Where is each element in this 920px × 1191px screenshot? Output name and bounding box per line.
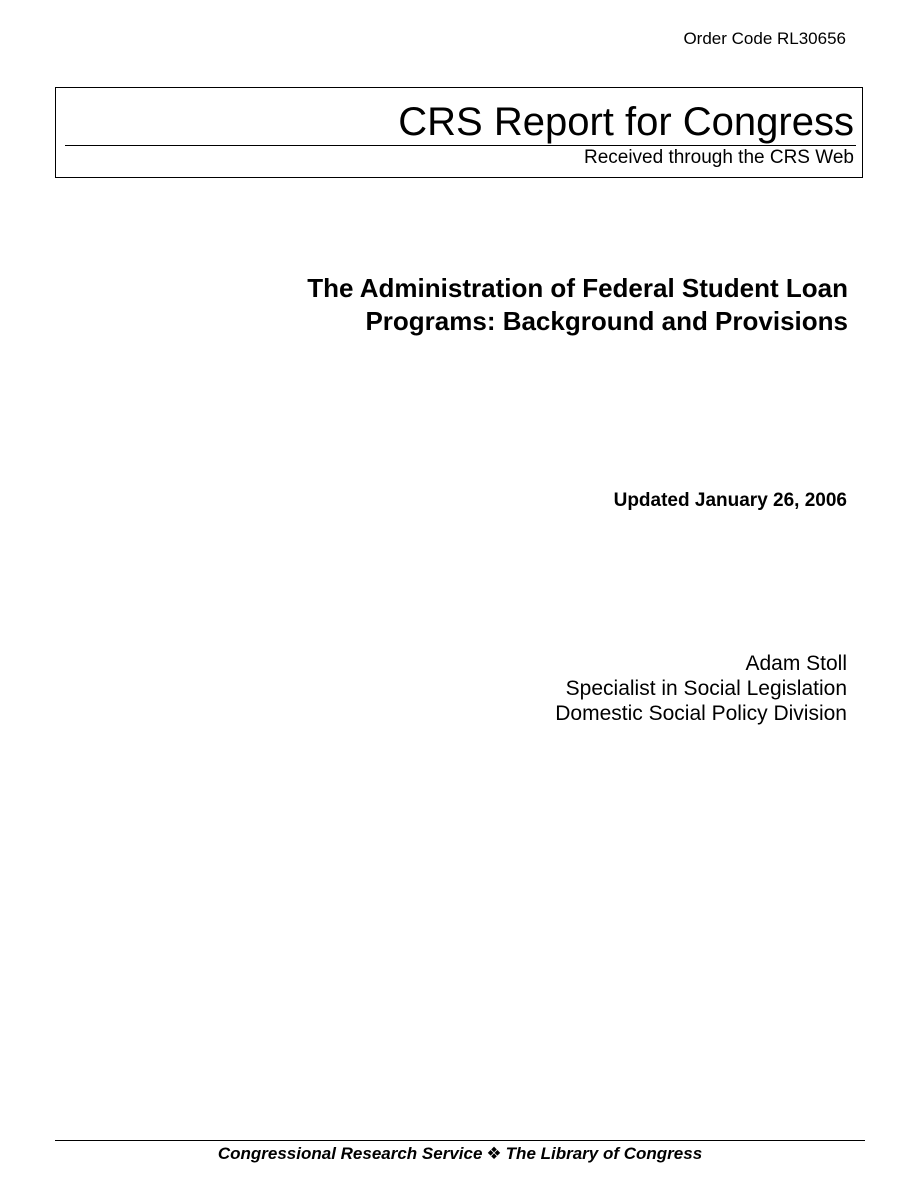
footer xyxy=(55,1144,865,1164)
footer-crs: Congressional Research Service xyxy=(217,1144,483,1163)
author-position: Specialist in Social Legislation xyxy=(565,677,847,700)
document-title-line-1: The Administration of Federal Student Loan xyxy=(307,273,848,303)
author-block xyxy=(555,651,847,726)
document-title xyxy=(208,272,848,338)
report-subtitle: Received through the CRS Web xyxy=(583,147,854,168)
footer-separator-icon: ❖ xyxy=(486,1144,502,1163)
footer-library: The Library of Congress xyxy=(505,1144,703,1163)
author-name: Adam Stoll xyxy=(745,652,847,675)
author-division: Domestic Social Policy Division xyxy=(555,702,847,725)
report-title: CRS Report for Congress xyxy=(398,100,854,144)
document-title-line-2: Programs: Background and Provisions xyxy=(365,306,848,336)
updated-date: Updated January 26, 2006 xyxy=(613,490,847,511)
report-header-box xyxy=(55,87,863,178)
footer-divider xyxy=(55,1140,865,1141)
order-code: Order Code RL30656 xyxy=(683,29,846,48)
header-divider xyxy=(65,145,856,146)
